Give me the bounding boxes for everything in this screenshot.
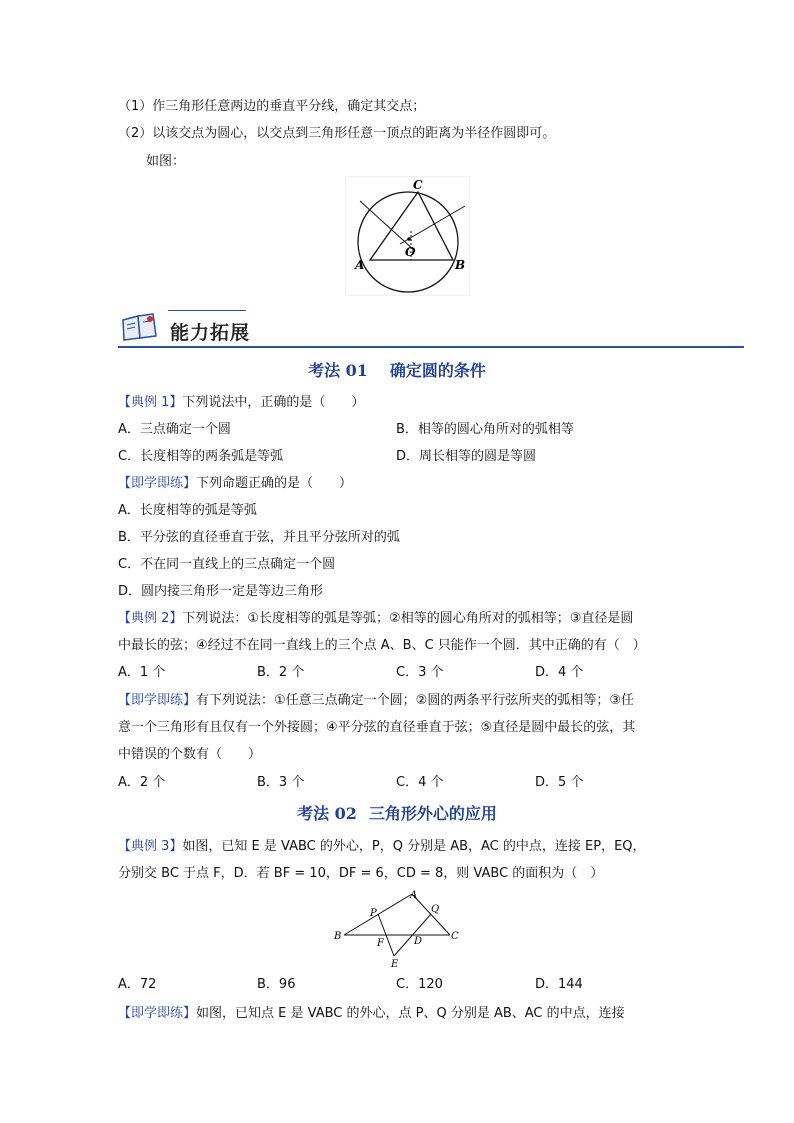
method2-heading-num: 考法 02 [297,804,357,823]
ex3-option-d: D．144 [535,977,583,992]
practice-2 [118,692,634,710]
label-q: Q [431,904,440,915]
practice-2-line-3: 中错误的个数有（ ） [118,747,262,762]
center-o [407,237,411,241]
example-2-line-2: 中最长的弦；④经过不在同一直线上的三个点 A、B、C 只能作一个圆．其中正确的有（ ） [118,638,646,653]
label-c2: C [451,931,459,942]
example-2-line-1: 下列说法：①长度相等的弧是等弧；②相等的圆心角所对的弧相等；③直径是圆 [182,611,634,626]
example-3-tag: 【典例 3】 [118,839,183,854]
ex2-option-b: B．2 个 [257,665,305,680]
example-1-tag: 【典例 1】 [118,395,183,410]
method2-heading [0,801,794,824]
label-p: P [370,908,377,919]
label-o: O [405,245,416,259]
practice-3-line-1: 如图，已知点 E 是 VABC 的外心，点 P、Q 分别是 AB、AC 的中点，连接 [196,1006,625,1021]
section-rule [118,346,744,348]
ex2-option-a: A．1 个 [118,665,166,680]
ex1-option-d: D．周长相等的圆是等圆 [396,449,537,464]
label-f: F [377,938,384,949]
circumcircle-figure [345,176,470,296]
example-2 [118,610,633,628]
label-b2: B [334,931,342,942]
section-rule-top [168,310,246,311]
section-title: 能力拓展 [170,322,251,344]
ex2-option-c: C．3 个 [396,665,444,680]
ex3-option-a: A．72 [118,977,157,992]
label-b: B [455,258,466,272]
book-icon [120,312,160,344]
method1-heading-num: 考法 01 [308,361,368,380]
method2-heading-text: 三角形外心的应用 [368,804,497,823]
figure-caption: 如图： [146,154,186,169]
practice-2-tag: 【即学即练】 [118,693,197,708]
pr1-option-c: C．不在同一直线上的三点确定一个圆 [118,557,336,572]
example-1 [118,394,364,412]
example-3-line-1: 如图，已知 E 是 VABC 的外心，P，Q 分别是 AB，AC 的中点，连接 EP，EQ， [182,839,646,854]
practice-1-tag: 【即学即练】 [118,476,197,491]
label-a: A [355,258,365,272]
intro-step-1: （1）作三角形任意两边的垂直平分线，确定其交点； [118,99,426,114]
ex3-option-c: C．120 [396,977,443,992]
practice-2-line-1: 有下列说法：①任意三点确定一个圆；②圆的两条平行弦所夹的弧相等；③任 [196,693,634,708]
method1-heading-text: 确定圆的条件 [389,361,486,380]
pr2-option-d: D．5 个 [535,775,584,790]
practice-1 [118,475,352,493]
triangle-figure [330,888,465,970]
ex1-option-b: B．相等的圆心角所对的弧相等 [396,422,574,437]
pr1-option-a: A．长度相等的弧是等弧 [118,503,257,518]
label-e: E [391,959,399,970]
pr2-option-a: A．2 个 [118,775,166,790]
example-3-line-2: 分别交 BC 于点 F，D．若 BF = 10，DF = 6，CD = 8，则 VABC 的面积为（ ） [118,866,604,881]
label-c: C [413,178,423,192]
ex2-option-d: D．4 个 [535,665,584,680]
ex3-option-b: B．96 [257,977,296,992]
pr2-option-c: C．4 个 [396,775,444,790]
practice-1-question: 下列命题正确的是（ ） [196,476,353,491]
label-a2: A [410,890,418,901]
pr1-option-d: D．圆内接三角形一定是等边三角形 [118,584,324,599]
practice-3-tag: 【即学即练】 [118,1006,197,1021]
pr1-option-b: B．平分弦的直径垂直于弦，并且平分弦所对的弧 [118,530,400,545]
example-3 [118,838,646,856]
ex1-option-a: A．三点确定一个圆 [118,422,231,437]
label-d: D [414,936,423,947]
example-2-tag: 【典例 2】 [118,611,183,626]
ex1-option-c: C．长度相等的两条弧是等弧 [118,449,284,464]
pr2-option-b: B．3 个 [257,775,305,790]
practice-2-line-2: 意一个三角形有且仅有一个外接圆；④平分弦的直径垂直于弦；⑤直径是圆中最长的弦，其 [118,720,636,735]
practice-3 [118,1005,625,1023]
method1-heading [0,358,794,381]
intro-step-2: （2）以该交点为圆心，以交点到三角形任意一顶点的距离为半径作圆即可。 [118,126,556,141]
example-1-question: 下列说法中，正确的是（ ） [182,395,365,410]
